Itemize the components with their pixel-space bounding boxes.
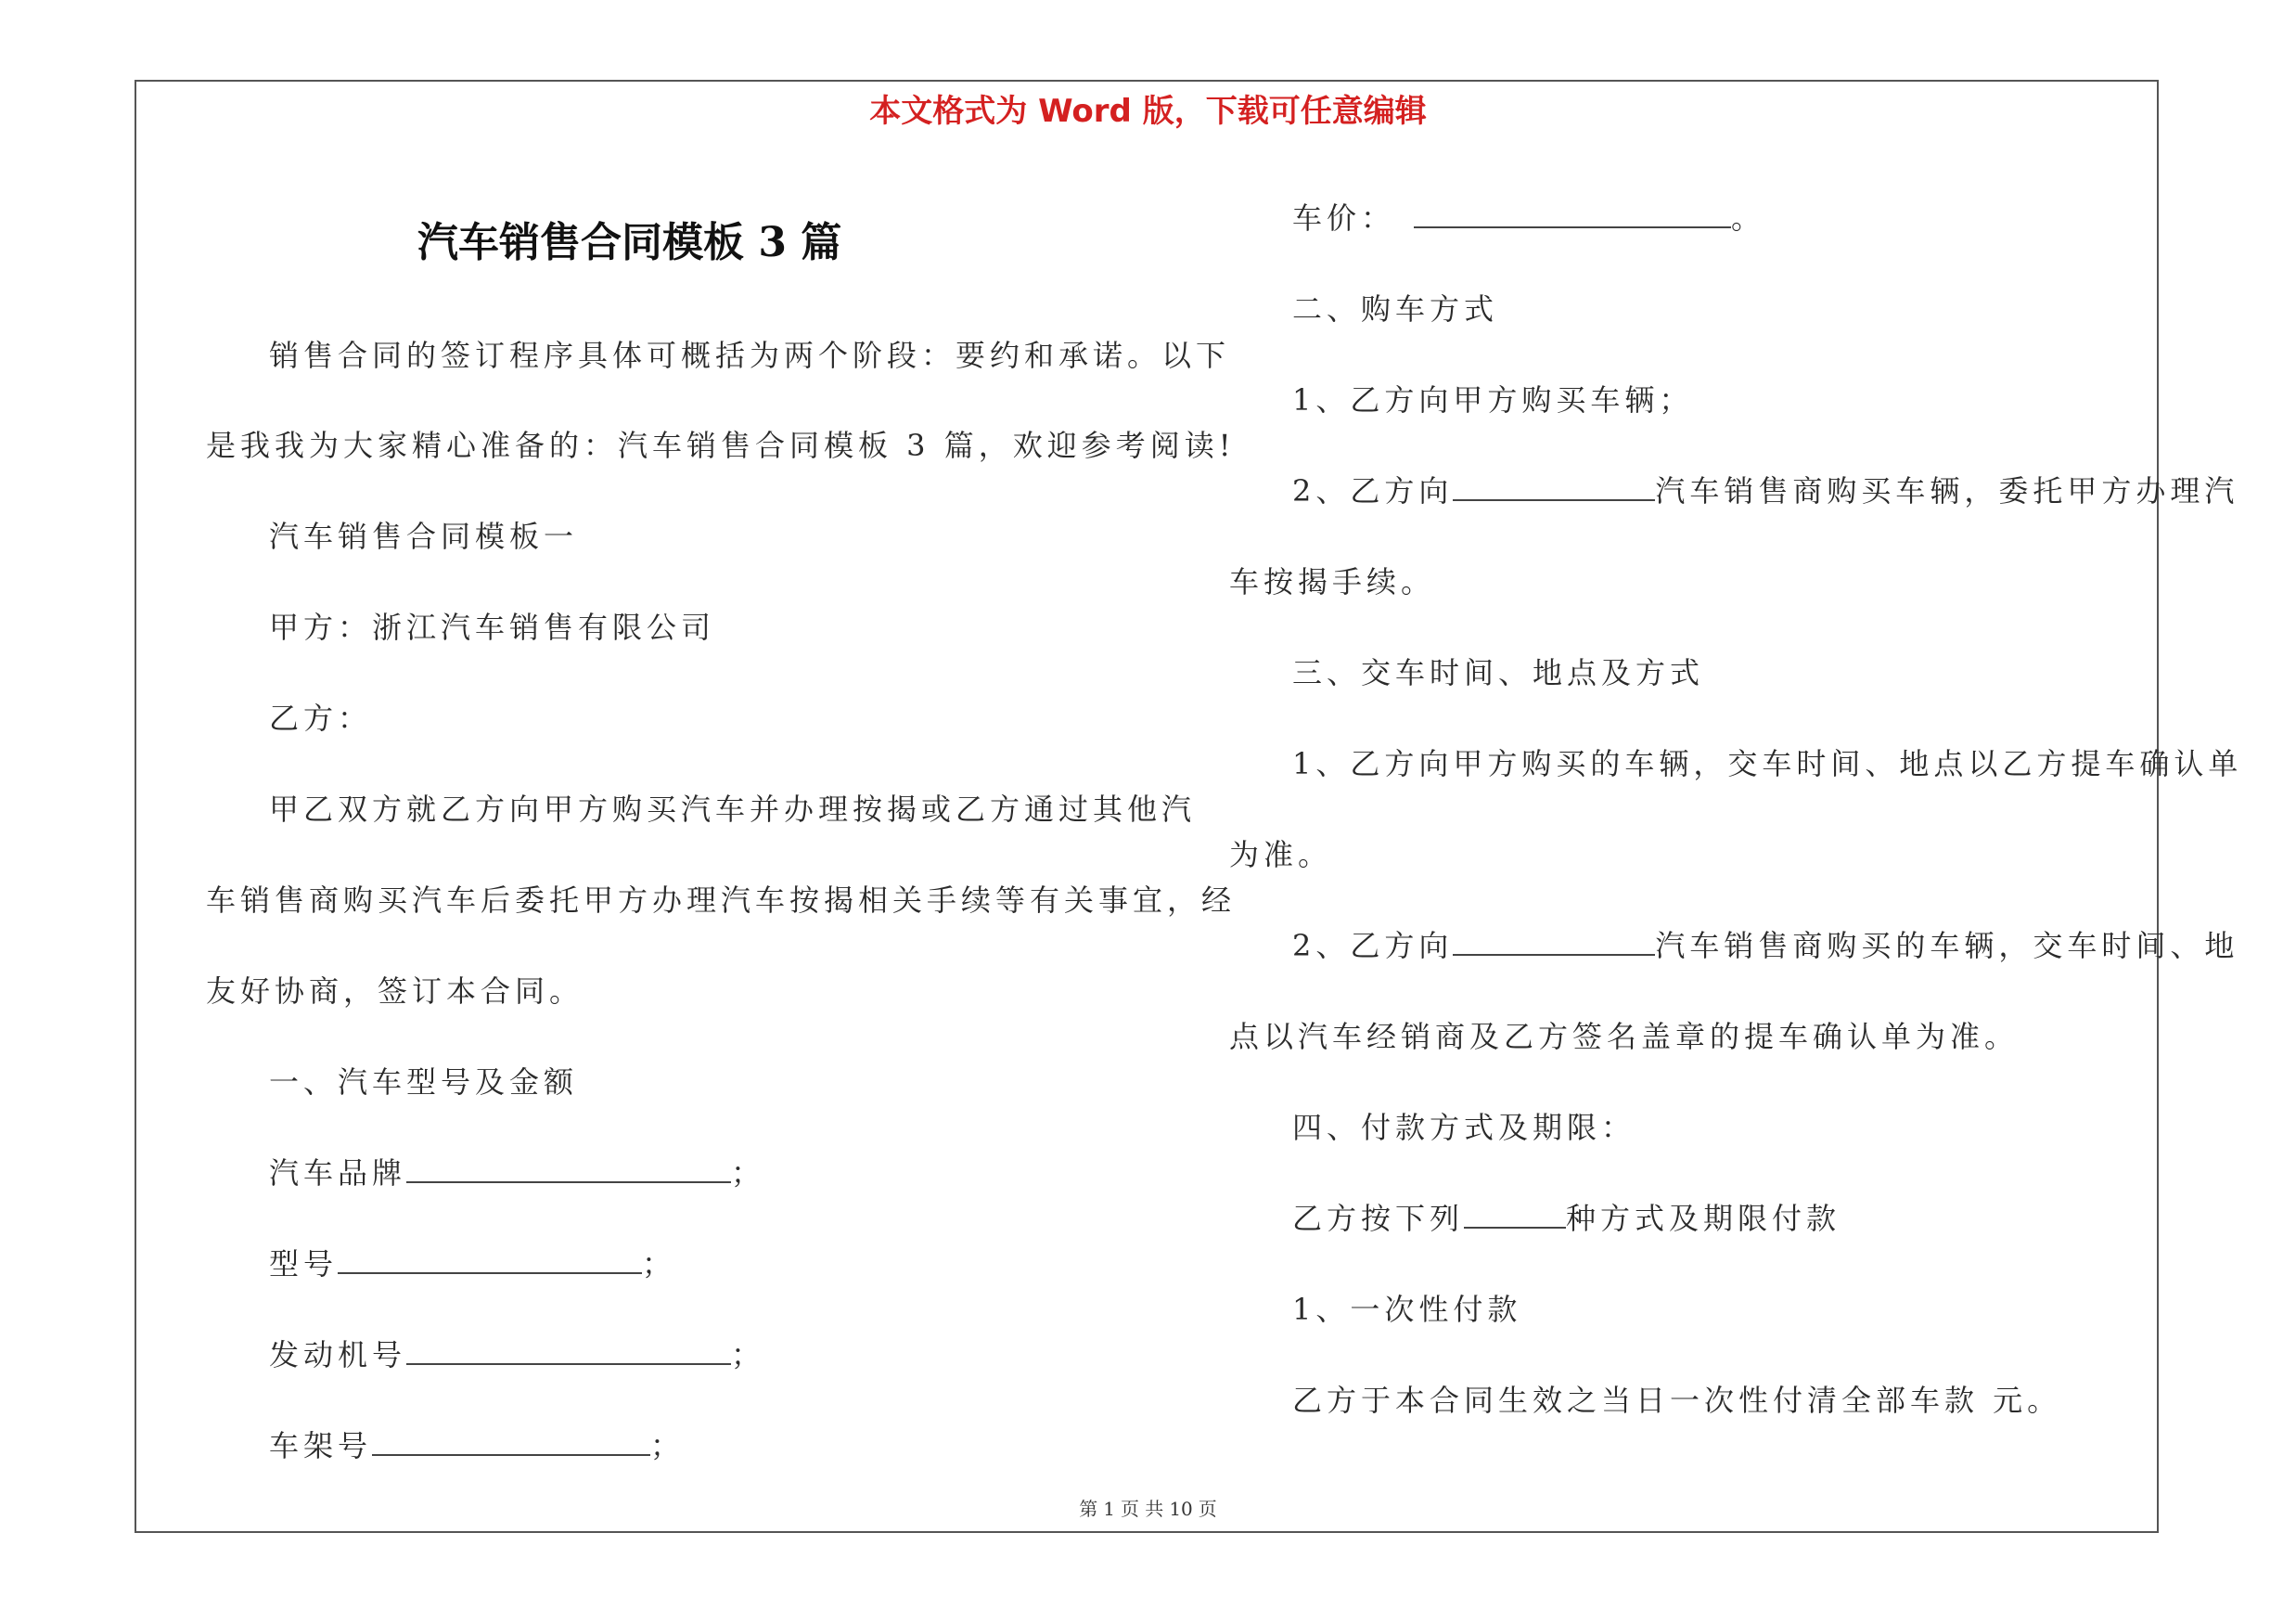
footer-mid: 页 共 xyxy=(1120,1498,1164,1520)
field-car-brand xyxy=(269,1150,765,1192)
field-label: 车价： xyxy=(1292,200,1396,236)
item-text: 汽车销售商购买的车辆，交车时间、地 xyxy=(1655,928,2239,963)
delivery-item-2-cont: 点以汽车经销商及乙方签名盖章的提车确认单为准。 xyxy=(1229,1019,2020,1054)
field-model xyxy=(269,1241,676,1283)
field-end: ； xyxy=(650,1428,686,1463)
format-banner: 本文格式为 Word 版，下载可任意编辑 xyxy=(869,93,1427,130)
payment-item-1: 1、一次性付款 xyxy=(1292,1292,1522,1327)
item-text: 汽车销售商购买车辆，委托甲方办理汽 xyxy=(1655,473,2239,509)
payment-method xyxy=(1292,1195,1841,1238)
intro-line-2: 是我我为大家精心准备的：汽车销售合同模板 3 篇，欢迎参考阅读! xyxy=(206,428,1236,463)
section-heading-3: 三、交车时间、地点及方式 xyxy=(1292,655,1705,690)
page-footer xyxy=(0,1494,2296,1521)
blank-line xyxy=(372,1430,650,1456)
footer-prefix: 第 xyxy=(1079,1498,1098,1520)
field-end: 。 xyxy=(1731,200,1766,236)
field-end: ； xyxy=(642,1246,677,1282)
purchase-item-1: 1、乙方向甲方购买车辆； xyxy=(1292,382,1694,418)
section-heading-2: 二、购车方式 xyxy=(1292,291,1499,327)
blank-line xyxy=(1414,202,1731,228)
item-text: 2、乙方向 xyxy=(1292,928,1454,963)
delivery-item-2 xyxy=(1292,922,2238,965)
footer-suffix: 页 xyxy=(1198,1498,1217,1520)
field-label: 型号 xyxy=(269,1246,339,1282)
blank-line xyxy=(1453,930,1655,956)
payment-item-1-text: 乙方于本合同生效之当日一次性付清全部车款 元。 xyxy=(1292,1383,2062,1418)
field-engine-number xyxy=(269,1332,765,1374)
field-end: ； xyxy=(731,1155,766,1191)
item-text: 乙方按下列 xyxy=(1292,1201,1465,1236)
blank-line xyxy=(1453,475,1655,501)
page-number: 1 xyxy=(1103,1498,1115,1520)
blank-line xyxy=(406,1339,731,1365)
delivery-item-1-cont: 为准。 xyxy=(1229,837,1333,872)
intro-line-1: 销售合同的签订程序具体可概括为两个阶段：要约和承诺。以下 xyxy=(269,338,1231,373)
contract-subtitle: 汽车销售合同模板一 xyxy=(269,519,579,554)
blank-line xyxy=(406,1157,731,1183)
section-heading-1: 一、汽车型号及金额 xyxy=(269,1064,579,1100)
blank-line xyxy=(1464,1203,1566,1229)
field-end: ； xyxy=(731,1337,766,1372)
blank-line xyxy=(338,1248,642,1274)
preamble-line-1: 甲乙双方就乙方向甲方购买汽车并办理按揭或乙方通过其他汽 xyxy=(269,792,1197,827)
preamble-line-3: 友好协商，签订本合同。 xyxy=(206,973,584,1009)
delivery-item-1: 1、乙方向甲方购买的车辆，交车时间、地点以乙方提车确认单 xyxy=(1292,746,2243,781)
party-b: 乙方： xyxy=(269,701,373,736)
item-text: 2、乙方向 xyxy=(1292,473,1454,509)
document-title: 汽车销售合同模板 3 篇 xyxy=(417,219,842,266)
field-price xyxy=(1292,195,1765,238)
field-frame-number xyxy=(269,1423,685,1465)
field-label: 发动机号 xyxy=(269,1337,407,1372)
purchase-item-2-cont: 车按揭手续。 xyxy=(1229,564,1436,599)
field-label: 车架号 xyxy=(269,1428,373,1463)
party-a: 甲方：浙江汽车销售有限公司 xyxy=(269,610,716,645)
field-label: 汽车品牌 xyxy=(269,1155,407,1191)
total-pages: 10 xyxy=(1169,1498,1193,1520)
item-text: 种方式及期限付款 xyxy=(1566,1201,1841,1236)
section-heading-4: 四、付款方式及期限： xyxy=(1292,1110,1636,1145)
purchase-item-2 xyxy=(1292,468,2238,510)
preamble-line-2: 车销售商购买汽车后委托甲方办理汽车按揭相关手续等有关事宜，经 xyxy=(206,882,1237,918)
